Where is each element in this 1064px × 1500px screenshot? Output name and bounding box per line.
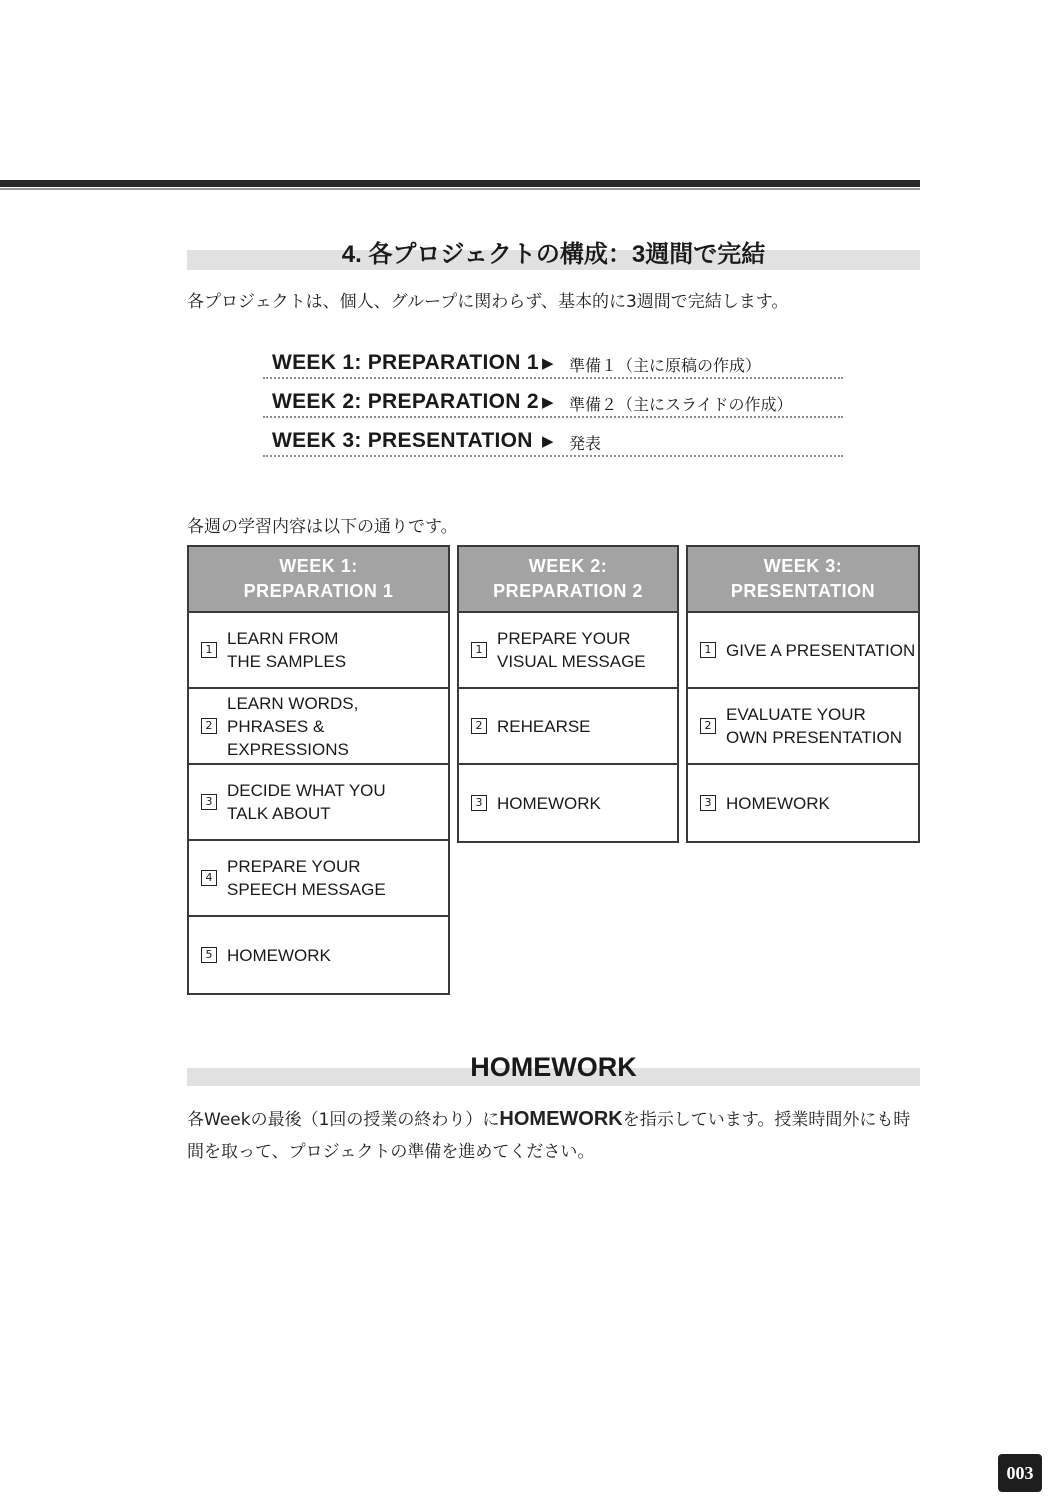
top-rule-shadow (0, 188, 920, 190)
number-box-icon: 3 (700, 795, 716, 811)
top-rule (0, 180, 920, 187)
play-arrow-icon: ▶ (542, 393, 554, 411)
task-row (189, 917, 448, 993)
task-text: HOMEWORK (227, 945, 331, 965)
task-row (688, 765, 918, 841)
task-text: PREPARE YOUR SPEECH MESSAGE (227, 857, 386, 899)
task-row (459, 613, 677, 689)
number-box-icon: 1 (700, 642, 716, 658)
task-row (688, 689, 918, 765)
number-box-icon: 2 (471, 718, 487, 734)
week-summary-label: WEEK 1: PREPARATION 1 (272, 351, 539, 374)
homework-title-bar (187, 1052, 920, 1086)
week-summary-2 (263, 386, 843, 418)
task-row (459, 765, 677, 841)
task-text: HOMEWORK (497, 793, 601, 813)
task-row (189, 689, 448, 765)
week3-column (686, 545, 920, 843)
task-text: HOMEWORK (726, 793, 830, 813)
page-number: 003 (998, 1454, 1042, 1492)
number-box-icon: 2 (700, 718, 716, 734)
task-text: LEARN FROM THE SAMPLES (227, 629, 347, 671)
number-box-icon: 2 (201, 718, 217, 734)
week-summary-desc: 発表 (569, 434, 602, 453)
task-row (189, 765, 448, 841)
week1-header (189, 547, 448, 613)
section-title-bar (187, 241, 920, 270)
week-summary-desc: 準備２（主にスライドの作成） (569, 395, 793, 414)
column-head-line: WEEK 3: (763, 556, 843, 576)
column-head-line: WEEK 2: (528, 556, 608, 576)
table-intro: 各週の学習内容は以下の通りです。 (187, 517, 458, 537)
week2-column (457, 545, 679, 843)
task-row (459, 689, 677, 765)
play-arrow-icon: ▶ (542, 432, 554, 450)
section-title: 4. 各プロジェクトの構成：3週間で完結 (341, 241, 766, 268)
number-box-icon: 5 (201, 947, 217, 963)
section-intro: 各プロジェクトは、個人、グループに関わらず、基本的に3週間で完結します。 (187, 292, 789, 312)
week-summary-label: WEEK 3: PRESENTATION (272, 429, 533, 452)
week-summary-desc: 準備１（主に原稿の作成） (569, 356, 762, 375)
homework-text-before: 各Weekの最後（1回の授業の終わり）に (187, 1110, 500, 1130)
task-text: GIVE A PRESENTATION (726, 640, 916, 660)
column-head-line: WEEK 1: (279, 556, 358, 576)
column-head-line: PREPARATION 2 (493, 581, 643, 601)
task-text: REHEARSE (497, 716, 591, 736)
week-summary-1 (263, 347, 843, 379)
task-row (688, 613, 918, 689)
week-summary-label: WEEK 2: PREPARATION 2 (272, 390, 539, 413)
week3-header (688, 547, 918, 613)
column-head-line: PREPARATION 1 (243, 581, 394, 601)
number-box-icon: 1 (201, 642, 217, 658)
play-arrow-icon: ▶ (542, 354, 554, 372)
number-box-icon: 1 (471, 642, 487, 658)
task-text: LEARN WORDS, PHRASES & EXPRESSIONS (227, 693, 359, 759)
task-row (189, 841, 448, 917)
number-box-icon: 3 (201, 794, 217, 810)
homework-text-after: を指示しています。授業時間外にも時間を取って、プロジェクトの準備を進めてください。 (187, 1110, 911, 1162)
task-text: EVALUATE YOUR OWN PRESENTATION (726, 705, 902, 747)
number-box-icon: 4 (201, 870, 217, 886)
task-text: PREPARE YOUR VISUAL MESSAGE (497, 629, 646, 671)
task-row (189, 613, 448, 689)
week1-column (187, 545, 450, 995)
number-box-icon: 3 (471, 795, 487, 811)
homework-title: HOMEWORK (470, 1052, 637, 1082)
homework-paragraph (187, 1103, 922, 1168)
week-summary-3 (263, 425, 843, 457)
task-text: DECIDE WHAT YOU TALK ABOUT (227, 781, 386, 823)
week2-header (459, 547, 677, 613)
column-head-line: PRESENTATION (730, 581, 876, 601)
homework-bold: HOMEWORK (499, 1108, 623, 1130)
